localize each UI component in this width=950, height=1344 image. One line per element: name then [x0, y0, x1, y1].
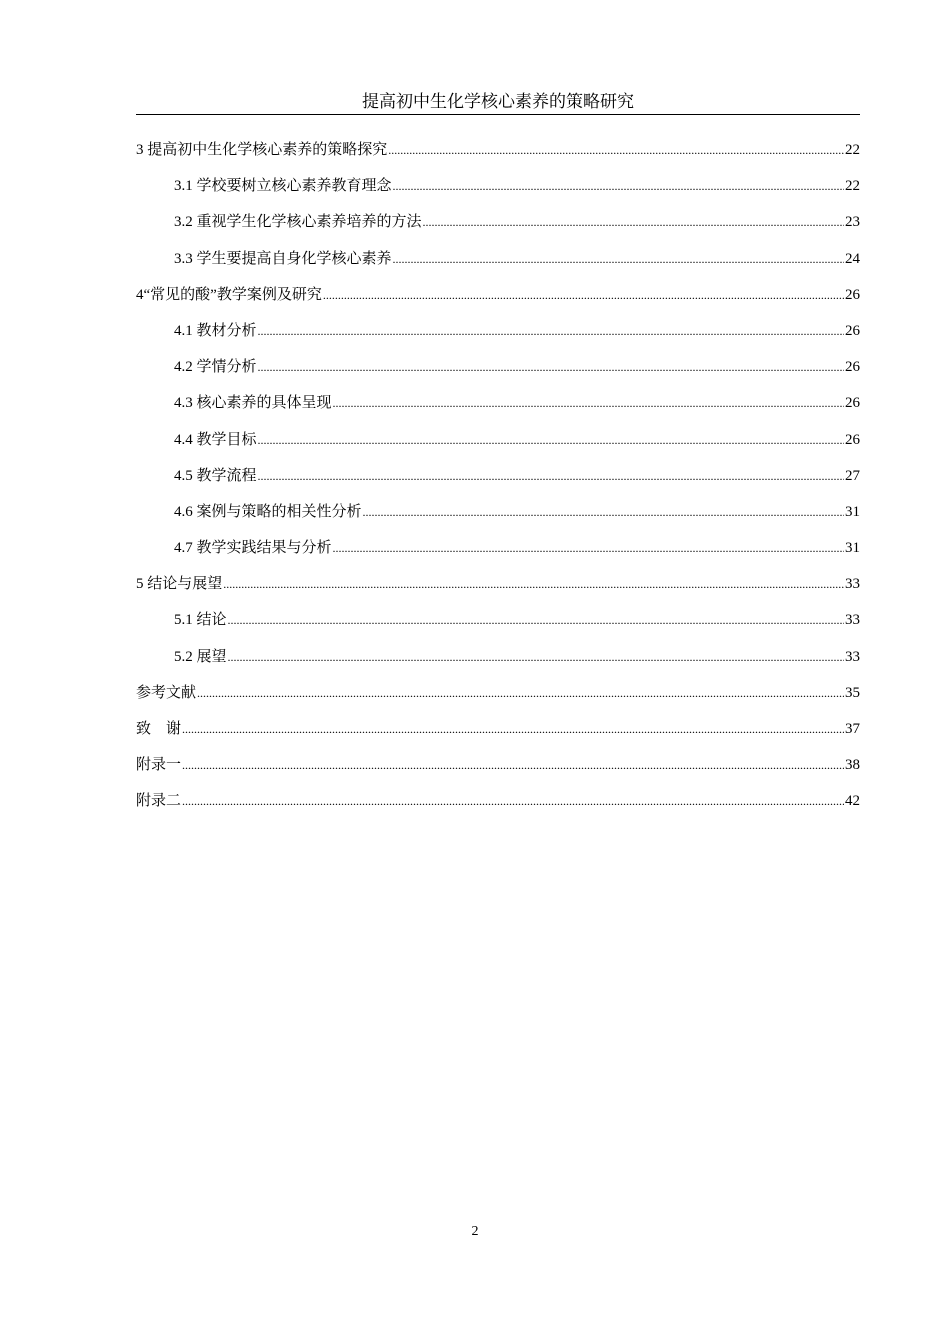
toc-entry[interactable]	[136, 566, 860, 602]
toc-entry-label: 附录二	[136, 793, 182, 810]
toc-entry-page: 35	[845, 684, 860, 701]
page-header	[136, 90, 860, 115]
toc-entry-label: 4.3 核心素养的具体呈现	[174, 395, 332, 412]
toc-entry[interactable]	[136, 494, 860, 530]
toc-entry-label: 致 谢	[136, 721, 182, 737]
toc-leader-dots	[323, 277, 844, 313]
toc-leader-dots	[333, 530, 844, 566]
toc-entry[interactable]	[136, 277, 860, 313]
toc-entry[interactable]	[136, 602, 860, 638]
toc-entry[interactable]	[136, 530, 860, 566]
toc-entry-page: 23	[845, 214, 860, 231]
toc-leader-dots	[182, 711, 844, 747]
toc-entry-page: 26	[845, 322, 860, 339]
toc-entry[interactable]	[136, 349, 860, 385]
toc-entry[interactable]	[136, 313, 860, 349]
toc-entry-label: 4.1 教材分析	[174, 322, 257, 339]
toc-entry-label: 4.4 教学目标	[174, 431, 257, 448]
toc-leader-dots	[182, 783, 844, 819]
toc-leader-dots	[228, 602, 844, 638]
toc-entry[interactable]	[136, 639, 860, 675]
toc-entry[interactable]	[136, 385, 860, 421]
toc-leader-dots	[423, 204, 844, 240]
toc-entry-label: 4“常见的酸”教学案例及研究	[136, 286, 322, 303]
toc-entry-label: 3 提高初中生化学核心素养的策略探究	[136, 142, 388, 158]
toc-leader-dots	[258, 458, 844, 494]
toc-entry-page: 42	[845, 793, 860, 810]
toc-leader-dots	[393, 241, 844, 277]
toc-entry-label: 参考文献	[136, 684, 197, 701]
toc-entry-page: 24	[845, 250, 860, 267]
table-of-contents	[136, 132, 860, 820]
toc-leader-dots	[223, 566, 844, 602]
toc-entry-label: 5.1 结论	[174, 612, 227, 629]
toc-leader-dots	[258, 349, 844, 385]
toc-entry-page: 22	[845, 142, 860, 158]
toc-leader-dots	[182, 747, 844, 783]
toc-entry-page: 33	[845, 648, 860, 665]
toc-leader-dots	[363, 494, 844, 530]
toc-entry[interactable]	[136, 422, 860, 458]
toc-entry-page: 26	[845, 431, 860, 448]
toc-leader-dots	[393, 168, 844, 204]
toc-entry-label: 3.3 学生要提高自身化学核心素养	[174, 250, 392, 267]
toc-entry-label: 5 结论与展望	[136, 576, 223, 593]
toc-entry-page: 26	[845, 395, 860, 412]
toc-entry-label: 4.2 学情分析	[174, 359, 257, 376]
toc-entry-label: 3.1 学校要树立核心素养教育理念	[174, 178, 392, 195]
toc-leader-dots	[197, 675, 844, 711]
page-header-title: 提高初中生化学核心素养的策略研究	[362, 92, 634, 111]
toc-entry-label: 4.6 案例与策略的相关性分析	[174, 503, 362, 520]
toc-leader-dots	[258, 313, 844, 349]
toc-entry-page: 38	[845, 757, 860, 774]
toc-entry-page: 27	[845, 467, 860, 484]
toc-leader-dots	[258, 422, 844, 458]
toc-entry-page: 22	[845, 178, 860, 195]
toc-entry-page: 33	[845, 576, 860, 593]
toc-entry[interactable]	[136, 458, 860, 494]
toc-entry[interactable]	[136, 168, 860, 204]
toc-leader-dots	[333, 385, 844, 421]
toc-leader-dots	[388, 132, 844, 168]
toc-entry-label: 3.2 重视学生化学核心素养培养的方法	[174, 214, 422, 231]
toc-entry-page: 26	[845, 286, 860, 303]
toc-leader-dots	[228, 639, 844, 675]
toc-entry-page: 37	[845, 721, 860, 737]
toc-entry-label: 4.5 教学流程	[174, 467, 257, 484]
toc-entry-page: 31	[845, 540, 860, 557]
toc-entry[interactable]	[136, 675, 860, 711]
toc-entry[interactable]	[136, 132, 860, 168]
toc-entry-page: 26	[845, 359, 860, 376]
toc-entry-label: 5.2 展望	[174, 648, 227, 665]
toc-entry-label: 4.7 教学实践结果与分析	[174, 540, 332, 557]
toc-entry[interactable]	[136, 204, 860, 240]
toc-entry[interactable]	[136, 783, 860, 819]
toc-entry[interactable]	[136, 711, 860, 747]
toc-entry-label: 附录一	[136, 757, 182, 774]
page-number: 2	[471, 1224, 479, 1239]
toc-entry-page: 33	[845, 612, 860, 629]
toc-entry-page: 31	[845, 503, 860, 520]
toc-entry[interactable]	[136, 241, 860, 277]
toc-entry[interactable]	[136, 747, 860, 783]
